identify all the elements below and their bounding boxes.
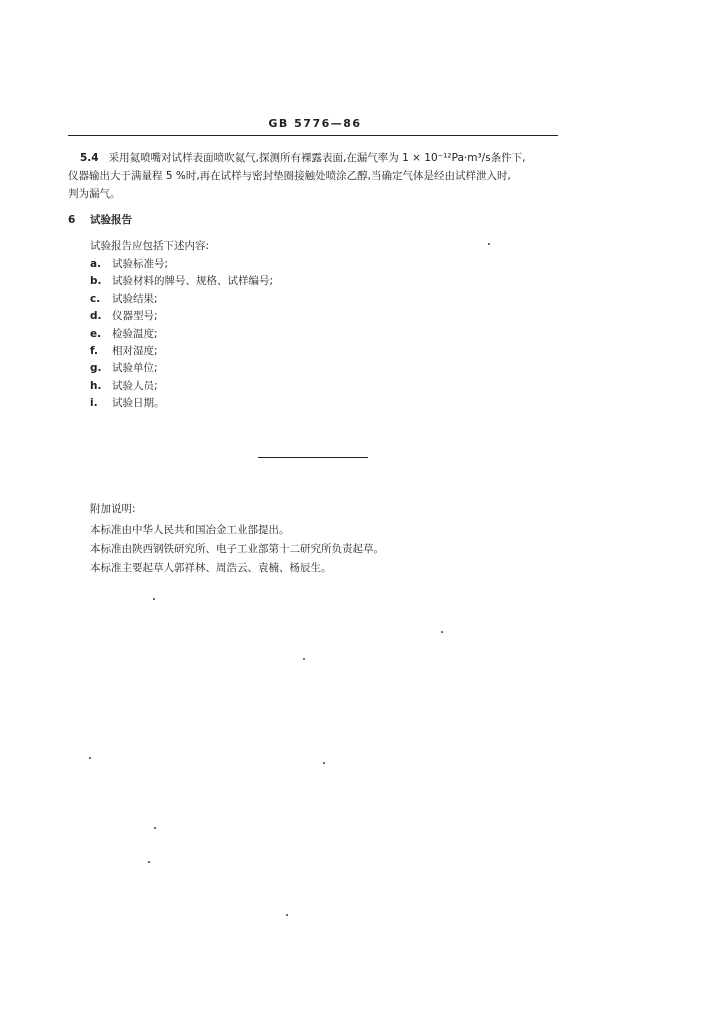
end-of-text-rule [258, 457, 368, 458]
list-item [90, 256, 273, 273]
additional-notes [90, 500, 384, 578]
list-text: 仪器型号; [112, 310, 158, 323]
scan-speck [148, 861, 150, 863]
header-divider [68, 135, 558, 136]
list-marker: f. [90, 344, 98, 357]
scan-speck [154, 827, 156, 829]
scan-speck [286, 914, 288, 916]
scan-speck [488, 243, 490, 245]
list-marker: h. [90, 379, 102, 392]
scan-speck [323, 762, 325, 764]
list-marker: b. [90, 275, 102, 288]
scan-speck [441, 631, 443, 633]
list-text: 检验温度; [112, 327, 158, 340]
list-item [90, 395, 273, 412]
list-item [90, 273, 273, 290]
list-item [90, 326, 273, 343]
clause-5-4-number: 5.4 [80, 152, 99, 164]
list-text: 试验单位; [112, 362, 158, 375]
list-marker: d. [90, 310, 102, 323]
scan-speck [89, 757, 91, 759]
clause-5-4-line-2: 仪器输出大于满量程 5 %时,再在试样与密封垫圈接触处喷涂乙醇,当确定气体是经由试样泄入时, [68, 170, 511, 182]
list-item [90, 343, 273, 360]
clause-5-4-text-1: 采用氦喷嘴对试样表面喷吹氦气,探测所有裸露表面,在漏气率为 1 × 10⁻¹²Pa·m³/s条件下, [108, 152, 526, 164]
list-marker: a. [90, 258, 102, 270]
list-text: 试验材料的牌号、规格、试样编号; [112, 275, 274, 288]
scan-speck [303, 658, 305, 660]
list-marker: e. [90, 327, 102, 340]
additional-notes-line-3: 本标准主要起草人郭祥林、周浩云、袁楠、杨辰生。 [90, 562, 332, 574]
list-text: 相对湿度; [112, 344, 158, 357]
list-item [90, 291, 273, 308]
report-items-list [90, 256, 273, 413]
clause-5-4 [68, 149, 560, 203]
scan-speck [153, 598, 155, 600]
list-text: 试验人员; [112, 379, 158, 392]
clause-5-4-line-1 [68, 149, 560, 167]
additional-notes-title: 附加说明: [90, 503, 136, 515]
additional-notes-line-1: 本标准由中华人民共和国冶金工业部提出。 [90, 524, 290, 536]
list-text: 试验结果; [112, 292, 158, 305]
clause-5-4-line-3: 判为漏气。 [68, 188, 121, 200]
list-marker: i. [90, 397, 98, 410]
list-text: 试验标准号; [112, 258, 169, 270]
list-item [90, 308, 273, 325]
list-item [90, 378, 273, 395]
report-intro: 试验报告应包括下述内容: [90, 240, 210, 252]
section-6-heading [68, 212, 132, 227]
list-item [90, 360, 273, 377]
list-marker: c. [90, 292, 101, 305]
standard-code-header: GB 5776—86 [268, 117, 362, 130]
list-marker: g. [90, 362, 102, 375]
section-6-number: 6 [68, 214, 76, 226]
section-6-title: 试验报告 [90, 214, 132, 226]
list-text: 试验日期。 [112, 397, 165, 410]
additional-notes-line-2: 本标准由陕西钢铁研究所、电子工业部第十二研究所负责起草。 [90, 543, 384, 555]
